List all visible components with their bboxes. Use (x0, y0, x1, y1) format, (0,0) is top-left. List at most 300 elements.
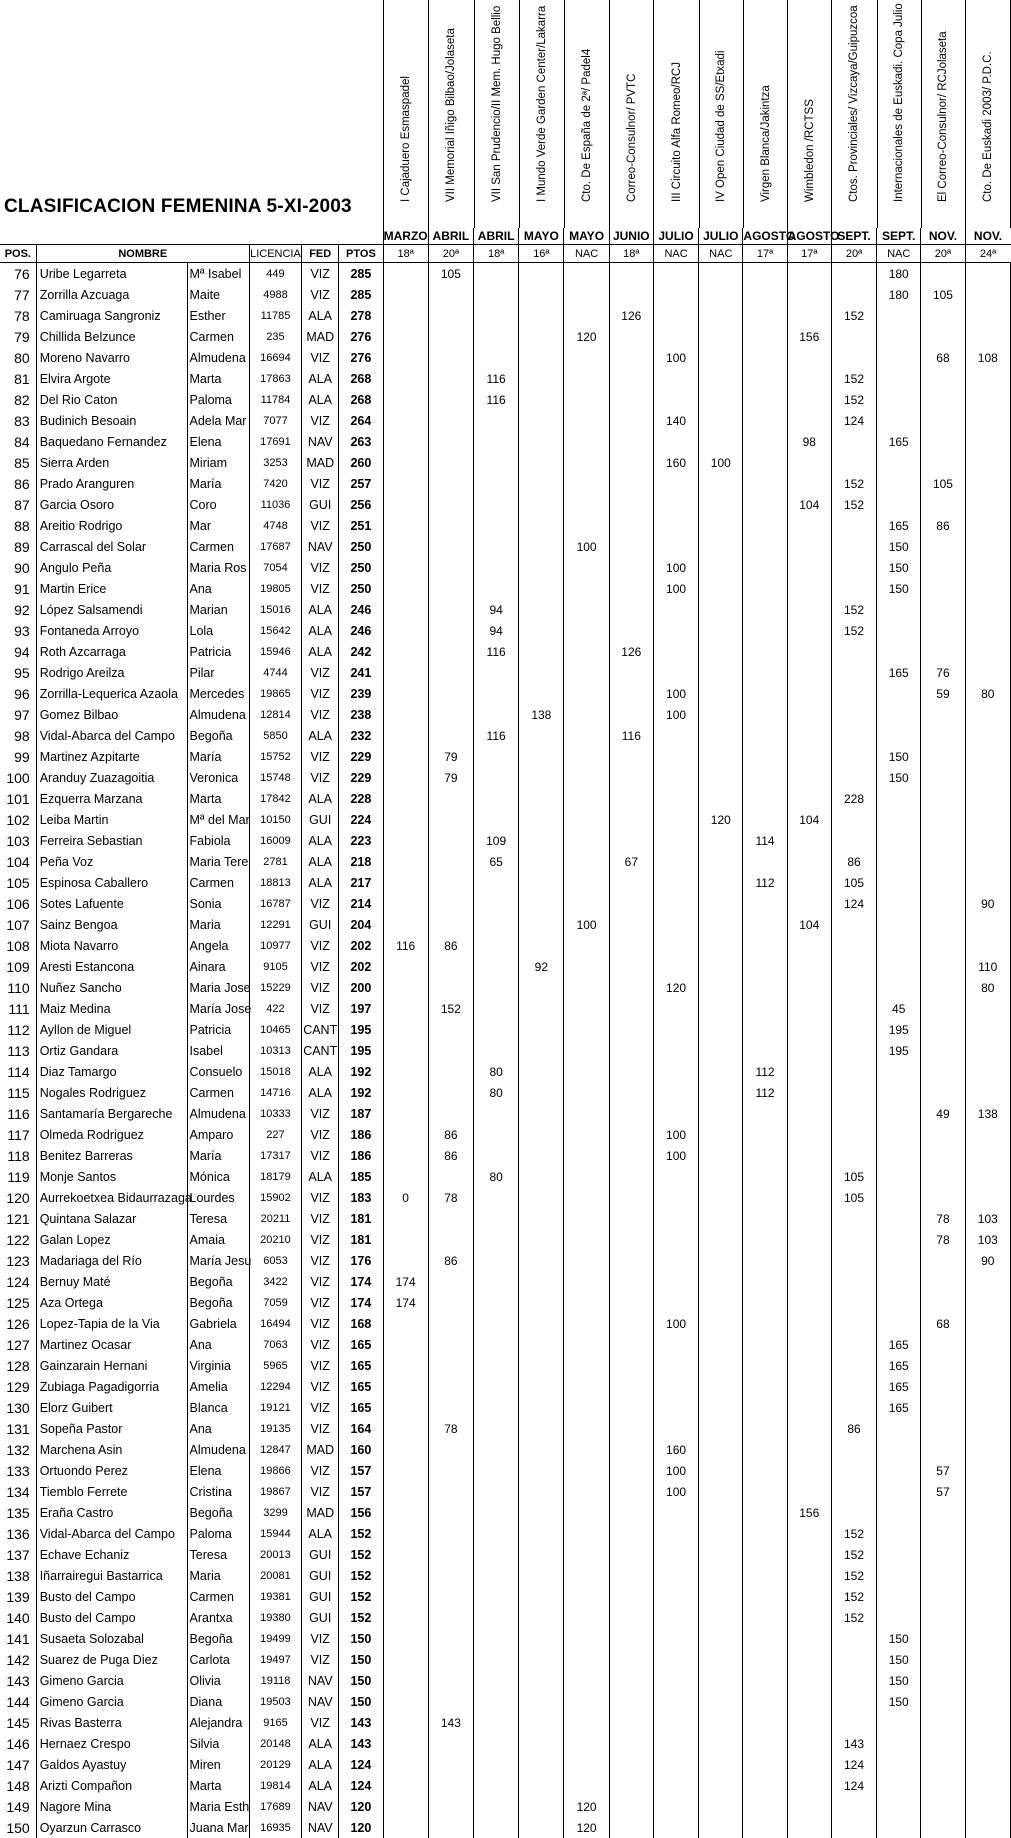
event-score (383, 1061, 428, 1082)
total-points: 264 (339, 410, 383, 431)
licence-number: 19497 (249, 1649, 301, 1670)
licence-number: 20211 (249, 1208, 301, 1229)
surname: Nuñez Sancho (36, 977, 187, 998)
event-score (428, 1082, 473, 1103)
event-score (564, 1124, 609, 1145)
event-score (609, 1376, 653, 1397)
event-score: 152 (831, 494, 876, 515)
event-score (609, 704, 653, 725)
event-score (653, 1502, 698, 1523)
event-score (787, 1019, 831, 1040)
licence-number: 16009 (249, 830, 301, 851)
event-score (564, 809, 609, 830)
total-points: 214 (339, 893, 383, 914)
event-score (383, 914, 428, 935)
total-points: 250 (339, 557, 383, 578)
event-score (653, 746, 698, 767)
surname: Ayllon de Miguel (36, 1019, 187, 1040)
event-score (383, 494, 428, 515)
event-score (428, 893, 473, 914)
event-score (428, 410, 473, 431)
event-score (653, 1103, 698, 1124)
event-score (921, 1376, 965, 1397)
event-score: 100 (653, 704, 698, 725)
event-score (699, 1649, 743, 1670)
event-score (965, 1376, 1010, 1397)
event-score (877, 1565, 921, 1586)
event-score (743, 1250, 787, 1271)
event-score (965, 1124, 1010, 1145)
table-row (0, 1523, 1011, 1544)
table-row (0, 872, 1011, 893)
event-score (831, 1712, 876, 1733)
event-score: 114 (743, 830, 787, 851)
event-score: 152 (831, 1586, 876, 1607)
event-score (965, 872, 1010, 893)
surname: Martinez Ocasar (36, 1334, 187, 1355)
first-name: Maria (187, 914, 249, 935)
event-score (965, 410, 1010, 431)
event-score (743, 284, 787, 305)
total-points: 229 (339, 746, 383, 767)
event-score (519, 1796, 564, 1817)
event-category: 24ª (965, 245, 1010, 263)
event-score (965, 1691, 1010, 1712)
event-score (519, 431, 564, 452)
total-points: 285 (339, 263, 383, 285)
licence-number: 16694 (249, 347, 301, 368)
event-score (965, 809, 1010, 830)
event-score (653, 1691, 698, 1712)
licence-number: 19865 (249, 683, 301, 704)
surname: Garcia Osoro (36, 494, 187, 515)
event-score (653, 1523, 698, 1544)
event-score: 152 (428, 998, 473, 1019)
federation: VIZ (302, 746, 339, 767)
federation: VIZ (302, 1334, 339, 1355)
event-score (831, 1691, 876, 1712)
event-score (474, 1691, 519, 1712)
event-score (831, 977, 876, 998)
event-name-cell (383, 0, 428, 228)
table-row (0, 1649, 1011, 1670)
event-score (965, 1628, 1010, 1649)
event-score (965, 515, 1010, 536)
total-points: 250 (339, 578, 383, 599)
event-score (474, 872, 519, 893)
event-score (877, 1796, 921, 1817)
first-name: Gabriela (187, 1313, 249, 1334)
event-score (519, 1628, 564, 1649)
event-score (831, 1061, 876, 1082)
federation: VIZ (302, 557, 339, 578)
position: 97 (14, 706, 30, 723)
event-score (965, 473, 1010, 494)
federation: VIZ (302, 578, 339, 599)
event-score (609, 536, 653, 557)
surname: Marchena Asin (36, 1439, 187, 1460)
event-score (921, 746, 965, 767)
event-score (474, 683, 519, 704)
event-score (564, 620, 609, 641)
event-score (428, 1103, 473, 1124)
event-score (831, 1817, 876, 1838)
federation: MAD (302, 326, 339, 347)
event-score: 116 (474, 725, 519, 746)
table-row (0, 1439, 1011, 1460)
event-score (653, 599, 698, 620)
federation: VIZ (302, 1313, 339, 1334)
total-points: 181 (339, 1229, 383, 1250)
surname: Busto del Campo (36, 1607, 187, 1628)
event-score (787, 851, 831, 872)
first-name: Carmen (187, 536, 249, 557)
event-score (699, 599, 743, 620)
federation: ALA (302, 305, 339, 326)
licence-number: 4748 (249, 515, 301, 536)
event-score (564, 410, 609, 431)
event-score: 174 (383, 1271, 428, 1292)
event-score (699, 578, 743, 599)
table-row (0, 1460, 1011, 1481)
event-score (653, 389, 698, 410)
event-score (877, 1817, 921, 1838)
federation: ALA (302, 1754, 339, 1775)
position: 89 (14, 538, 30, 555)
federation: MAD (302, 1502, 339, 1523)
event-score (428, 1166, 473, 1187)
surname: Bernuy Maté (36, 1271, 187, 1292)
event-score (474, 998, 519, 1019)
event-score: 160 (653, 1439, 698, 1460)
event-score (743, 977, 787, 998)
total-points: 242 (339, 641, 383, 662)
event-score (428, 1607, 473, 1628)
event-score (383, 473, 428, 494)
licence-number: 4744 (249, 662, 301, 683)
total-points: 229 (339, 767, 383, 788)
surname: Hernaez Crespo (36, 1733, 187, 1754)
event-score (965, 830, 1010, 851)
event-score (428, 326, 473, 347)
event-name-box (609, 0, 653, 228)
event-score (609, 1229, 653, 1250)
event-score (519, 1754, 564, 1775)
federation: VIZ (302, 767, 339, 788)
table-row (0, 1565, 1011, 1586)
first-name: Elena (187, 431, 249, 452)
event-score (383, 1124, 428, 1145)
surname: Gomez Bilbao (36, 704, 187, 725)
event-month: ABRIL (474, 228, 519, 245)
event-score (831, 935, 876, 956)
event-score (519, 452, 564, 473)
event-score: 165 (877, 1397, 921, 1418)
event-score (383, 746, 428, 767)
event-score (383, 998, 428, 1019)
event-score: 116 (474, 641, 519, 662)
event-score: 228 (831, 788, 876, 809)
event-score (699, 1397, 743, 1418)
event-score (965, 725, 1010, 746)
total-points: 165 (339, 1376, 383, 1397)
first-name: Esther (187, 305, 249, 326)
event-score (921, 935, 965, 956)
position: 122 (6, 1231, 30, 1248)
event-score (831, 1229, 876, 1250)
event-score (787, 578, 831, 599)
licence-number: 3422 (249, 1271, 301, 1292)
licence-number: 449 (249, 263, 301, 285)
event-score (564, 1103, 609, 1124)
surname: Quintana Salazar (36, 1208, 187, 1229)
event-category: NAC (564, 245, 609, 263)
position: 144 (6, 1693, 30, 1710)
event-score (609, 809, 653, 830)
event-score (743, 1544, 787, 1565)
event-score (653, 1649, 698, 1670)
position: 145 (6, 1714, 30, 1731)
event-score (787, 515, 831, 536)
licence-number: 19503 (249, 1691, 301, 1712)
event-score (699, 1250, 743, 1271)
event-score (743, 1418, 787, 1439)
event-score (877, 494, 921, 515)
event-score (609, 1607, 653, 1628)
event-score: 90 (965, 1250, 1010, 1271)
event-score (699, 1481, 743, 1502)
event-month: JUNIO (609, 228, 653, 245)
first-name: Almudena (187, 1103, 249, 1124)
event-score (921, 914, 965, 935)
event-score (609, 1670, 653, 1691)
event-score (428, 1019, 473, 1040)
event-score (653, 326, 698, 347)
event-score (564, 1649, 609, 1670)
event-score (564, 872, 609, 893)
event-score (609, 1523, 653, 1544)
event-score (699, 347, 743, 368)
event-score (743, 557, 787, 578)
event-score (831, 1250, 876, 1271)
event-score (787, 284, 831, 305)
event-score (787, 1607, 831, 1628)
total-points: 276 (339, 347, 383, 368)
federation: GUI (302, 914, 339, 935)
event-score (787, 1397, 831, 1418)
event-score (921, 998, 965, 1019)
event-score (428, 809, 473, 830)
event-score (428, 851, 473, 872)
event-score (743, 1628, 787, 1649)
first-name: Carlota (187, 1649, 249, 1670)
position: 115 (7, 1084, 30, 1101)
federation: GUI (302, 494, 339, 515)
table-row (0, 977, 1011, 998)
event-score (921, 557, 965, 578)
event-score (831, 683, 876, 704)
event-score (787, 1691, 831, 1712)
event-score (609, 515, 653, 536)
total-points: 176 (339, 1250, 383, 1271)
federation: ALA (302, 725, 339, 746)
event-score: 105 (921, 473, 965, 494)
event-score (474, 1040, 519, 1061)
licence-number: 10977 (249, 935, 301, 956)
event-score (474, 326, 519, 347)
event-score (877, 305, 921, 326)
event-score (383, 1313, 428, 1334)
first-name: Lola (187, 620, 249, 641)
event-score (609, 1019, 653, 1040)
licence-number: 16935 (249, 1817, 301, 1838)
event-score (877, 368, 921, 389)
event-score (787, 557, 831, 578)
event-score (609, 326, 653, 347)
licence-number: 12847 (249, 1439, 301, 1460)
event-score (609, 347, 653, 368)
surname: Vidal-Abarca del Campo (36, 1523, 187, 1544)
position: 149 (6, 1798, 30, 1815)
event-score: 78 (921, 1229, 965, 1250)
position: 111 (8, 1000, 30, 1017)
event-score (877, 1712, 921, 1733)
event-score (519, 767, 564, 788)
event-score (921, 1586, 965, 1607)
event-score (787, 1355, 831, 1376)
event-score: 57 (921, 1460, 965, 1481)
event-score (519, 1439, 564, 1460)
event-score (653, 830, 698, 851)
event-score: 195 (877, 1019, 921, 1040)
first-name: Maria (187, 1565, 249, 1586)
federation: VIZ (302, 1208, 339, 1229)
event-category: 17ª (787, 245, 831, 263)
total-points: 257 (339, 473, 383, 494)
federation: NAV (302, 1691, 339, 1712)
event-score (428, 1628, 473, 1649)
surname: Galan Lopez (36, 1229, 187, 1250)
event-score: 150 (877, 746, 921, 767)
event-score (787, 1292, 831, 1313)
event-score (787, 1775, 831, 1796)
total-points: 263 (339, 431, 383, 452)
surname: Nogales Rodriguez (36, 1082, 187, 1103)
event-score (699, 536, 743, 557)
event-score (699, 1313, 743, 1334)
event-score (519, 1313, 564, 1334)
event-score: 104 (787, 494, 831, 515)
event-score (519, 1817, 564, 1838)
event-score (699, 851, 743, 872)
event-score (877, 1418, 921, 1439)
first-name: Almudena (187, 347, 249, 368)
event-score (474, 1712, 519, 1733)
event-score: 150 (877, 1628, 921, 1649)
event-score: 174 (383, 1292, 428, 1313)
first-name: Lourdes (187, 1187, 249, 1208)
event-score (743, 1817, 787, 1838)
event-score (965, 1565, 1010, 1586)
surname: Peña Voz (36, 851, 187, 872)
event-score (474, 452, 519, 473)
event-score (743, 1733, 787, 1754)
event-score (383, 305, 428, 326)
event-score (519, 515, 564, 536)
event-score (699, 515, 743, 536)
event-score: 86 (428, 935, 473, 956)
position: 139 (6, 1588, 30, 1605)
event-score (743, 305, 787, 326)
table-row (0, 1040, 1011, 1061)
event-score (965, 452, 1010, 473)
licence-number: 17689 (249, 1796, 301, 1817)
event-score (877, 1082, 921, 1103)
surname: Chillida Belzunce (36, 326, 187, 347)
federation: VIZ (302, 1292, 339, 1313)
surname: Sainz Bengoa (36, 914, 187, 935)
total-points: 165 (339, 1397, 383, 1418)
table-row (0, 641, 1011, 662)
event-score (699, 725, 743, 746)
event-score (428, 1292, 473, 1313)
first-name: Ainara (187, 956, 249, 977)
surname: Benitez Barreras (36, 1145, 187, 1166)
event-score (383, 578, 428, 599)
first-name: Carmen (187, 872, 249, 893)
first-name: Marta (187, 1775, 249, 1796)
event-score: 110 (965, 956, 1010, 977)
event-score: 165 (877, 1355, 921, 1376)
event-score (699, 1124, 743, 1145)
event-score: 76 (921, 662, 965, 683)
event-score (877, 1460, 921, 1481)
event-score (428, 683, 473, 704)
event-score (743, 431, 787, 452)
surname: Nagore Mina (36, 1796, 187, 1817)
table-row (0, 1355, 1011, 1376)
surname: Ortuondo Perez (36, 1460, 187, 1481)
event-score (474, 494, 519, 515)
event-score (743, 956, 787, 977)
event-score (564, 1145, 609, 1166)
position: 85 (14, 454, 30, 471)
event-score: 109 (474, 830, 519, 851)
event-score (564, 1166, 609, 1187)
event-score (428, 347, 473, 368)
event-score (474, 1502, 519, 1523)
event-score (383, 767, 428, 788)
first-name: María (187, 1145, 249, 1166)
event-score (474, 977, 519, 998)
event-score: 100 (653, 1460, 698, 1481)
event-score (653, 725, 698, 746)
position: 103 (6, 832, 30, 849)
event-score (653, 935, 698, 956)
months-blank (0, 228, 383, 245)
event-score (699, 1523, 743, 1544)
first-name: Isabel (187, 1040, 249, 1061)
event-category: 20ª (831, 245, 876, 263)
surname: Suarez de Puga Diez (36, 1649, 187, 1670)
event-score (519, 1334, 564, 1355)
event-score (965, 788, 1010, 809)
federation: VIZ (302, 1397, 339, 1418)
event-score: 0 (383, 1187, 428, 1208)
event-score (609, 1313, 653, 1334)
event-name: Internacionales de Euskadi. Copa Julio (893, 3, 906, 202)
event-score: 112 (743, 1082, 787, 1103)
